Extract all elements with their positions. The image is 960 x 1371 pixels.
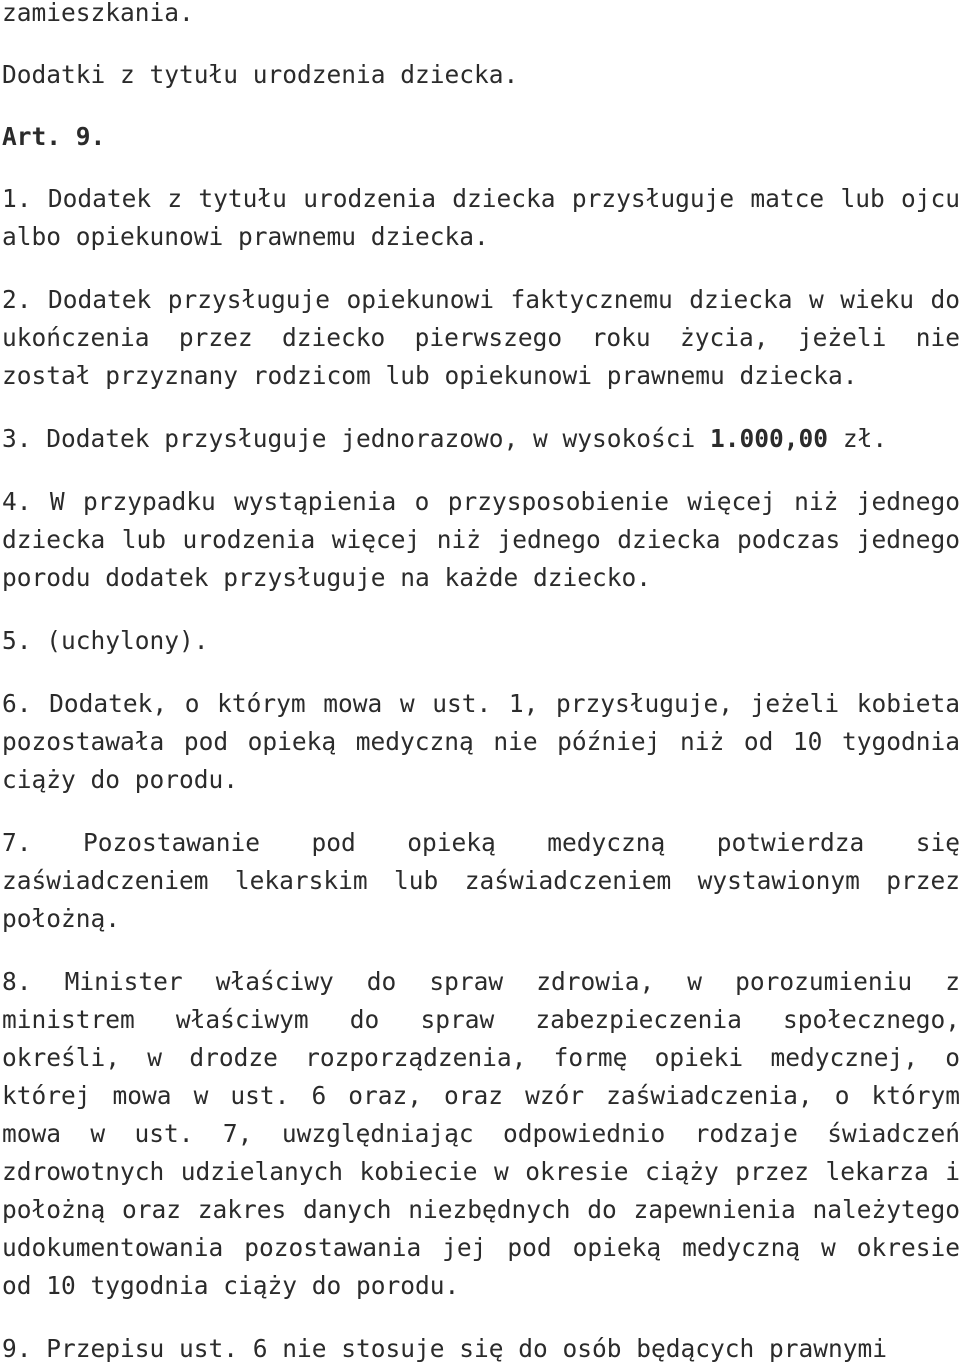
paragraph-4 — [2, 483, 960, 597]
paragraph-amount: 1.000,00 — [710, 424, 829, 453]
paragraph-text: Pozostawanie pod opieką medyczną potwierdza się zaświadczeniem lekarskim lub zaświadczeniem wystawionym przez położną. — [2, 828, 960, 933]
paragraph-text-after: zł. — [828, 424, 888, 453]
paragraph-number: 7. — [2, 828, 32, 857]
paragraph-2 — [2, 281, 960, 395]
paragraph-text: Minister właściwy do spraw zdrowia, w porozumieniu z ministrem właściwym do spraw zabezpieczenia społecznego, określi, w drodze rozporządzenia, formę opieki medycznej, o której mowa w ust. 6 oraz, oraz wzór zaświadczenia, o którym mowa w ust. 7, uwzględniając odpowiednio rodzaje świadczeń zdrowotnych udzielanych kobiecie w okresie ciąży przez lekarza i położną oraz zakres danych niezbędnych do zapewnienia należytego udokumentowania pozostawania jej pod opieką medyczną w okresie od 10 tygodnia ciąży do porodu. — [2, 967, 960, 1300]
section-title: Dodatki z tytułu urodzenia dziecka. — [2, 60, 519, 89]
paragraph-text: Dodatek przysługuje opiekunowi faktycznemu dziecka w wieku do ukończenia przez dziecko pierwszego roku życia, jeżeli nie został przyznany rodzicom lub opiekunowi prawnemu dziecka. — [2, 285, 960, 390]
paragraph-5 — [2, 622, 960, 660]
paragraph-number: 9. — [2, 1334, 32, 1363]
paragraph-text: W przypadku wystąpienia o przysposobienie więcej niż jednego dziecka lub urodzenia więcej niż jednego dziecka podczas jednego porodu dodatek przysługuje na każde dziecko. — [2, 487, 960, 592]
paragraph-number: 1. — [2, 184, 32, 213]
paragraph-7 — [2, 824, 960, 938]
paragraph-9 — [2, 1330, 960, 1368]
paragraph-text: (uchylony). — [46, 626, 209, 655]
document-body — [2, 0, 960, 1368]
article-label: Art. 9. — [2, 122, 106, 151]
paragraph-number: 5. — [2, 626, 32, 655]
paragraph-number: 3. — [2, 424, 32, 453]
paragraph-8 — [2, 963, 960, 1305]
paragraph-text: Przepisu ust. 6 nie stosuje się do osób będących prawnymi — [46, 1334, 888, 1363]
paragraph-number: 8. — [2, 967, 32, 996]
paragraph-text: Dodatek, o którym mowa w ust. 1, przysługuje, jeżeli kobieta pozostawała pod opieką medyczną nie później niż od 10 tygodnia ciąży do porodu. — [2, 689, 960, 794]
paragraph-number: 4. — [2, 487, 32, 516]
intro-fragment: zamieszkania. — [2, 0, 194, 27]
paragraph-3 — [2, 420, 960, 458]
paragraph-text-before: Dodatek przysługuje jednorazowo, w wysokości — [46, 424, 711, 453]
paragraph-6 — [2, 685, 960, 799]
paragraph-1 — [2, 180, 960, 256]
paragraph-number: 2. — [2, 285, 32, 314]
paragraph-number: 6. — [2, 689, 32, 718]
paragraph-text: Dodatek z tytułu urodzenia dziecka przysługuje matce lub ojcu albo opiekunowi prawnemu dziecka. — [2, 184, 960, 251]
